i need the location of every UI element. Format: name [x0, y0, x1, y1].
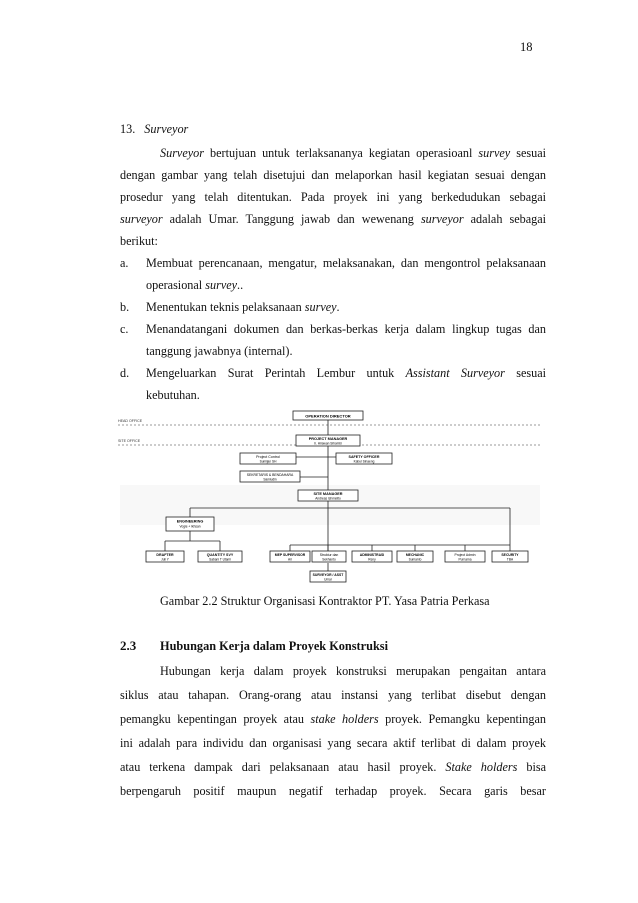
paragraph-line-3	[120, 708, 546, 730]
figure-caption: Gambar 2.2 Struktur Organisasi Kontraktor PT. Yasa Patria Perkasa	[160, 594, 490, 608]
box-project-control	[240, 453, 296, 464]
box-title: ADMINISTRASI	[359, 553, 385, 557]
list-item-c-line1: Menandatangani dokumen dan berkas-berkas kerja dalam lingkup tugas dan	[146, 322, 546, 336]
box-title: Struktur dan	[319, 553, 339, 557]
section-title: Surveyor	[144, 122, 189, 136]
box-name: Vogie + Ikhsan	[179, 524, 201, 529]
box-name: Purnama	[458, 557, 472, 562]
italic-term: survey	[304, 300, 337, 314]
box-title: SAFETY OFFICER	[348, 455, 380, 459]
paragraph-line-1	[160, 142, 546, 164]
text-run: pemangku kepentingan proyek atau	[120, 712, 311, 726]
italic-term: Surveyor	[160, 146, 204, 160]
box-title: PROJECT MANAGER	[308, 437, 348, 441]
box-title: QUANTITY SVY	[206, 553, 234, 557]
box-sekretaris	[240, 471, 300, 482]
paragraph-line-3: prosedur yang telah ditentukan. Pada proyek ini yang berkedudukan sebagai	[120, 190, 546, 204]
box-name: Ir. Hirawan Sihombi	[314, 441, 342, 446]
box-name: Andreas Ishmelito	[315, 496, 341, 501]
page-number: 18	[520, 40, 533, 54]
paragraph-line-4: ini adalah para individu dan organisasi yang secara aktif terlibat di dalam proyek	[120, 736, 546, 750]
list-item-a-line1: Membuat perencanaan, mengatur, melaksanakan, dan mengontrol pelaksanaan	[146, 256, 546, 270]
text-run: proyek. Pemangku kepentingan	[378, 712, 546, 726]
box-name: TBA	[506, 557, 514, 562]
italic-term: stake holders	[310, 712, 379, 726]
box-name: Sumijan SH	[259, 459, 277, 464]
box-struktur	[312, 551, 346, 562]
box-name: Umar	[324, 577, 332, 582]
box-title: SITE MANAGER	[313, 492, 343, 496]
list-item-b-line1	[146, 296, 340, 318]
side-label-site-office: SITE OFFICE	[118, 439, 141, 443]
text-run: adalah sebagai	[463, 212, 546, 226]
box-title: Project Admin	[454, 553, 476, 557]
text-run: ..	[237, 278, 244, 292]
list-item-d-line1	[146, 362, 546, 384]
box-mechanic	[397, 551, 433, 562]
box-administrasi	[352, 551, 392, 562]
box-safety-officer	[336, 453, 392, 464]
box-title: ENGINEERING	[176, 519, 204, 524]
box-name: Reny	[368, 557, 376, 562]
list-marker-c: c.	[120, 322, 129, 336]
text-run: operasional	[146, 278, 206, 292]
italic-term: surveyor	[120, 212, 163, 226]
box-engineering	[166, 517, 214, 531]
paragraph-line-4	[120, 208, 546, 230]
list-item-c-line2: tanggung jawabnya (internal).	[146, 344, 293, 358]
section-13-heading	[120, 118, 188, 140]
text-run: sesuai	[510, 146, 546, 160]
box-title: OPERATION DIRECTOR	[305, 413, 351, 419]
box-security	[492, 551, 528, 562]
box-project-manager	[296, 435, 360, 446]
org-chart-figure	[110, 405, 550, 585]
box-title: SECURITY	[501, 553, 519, 557]
text-run: atau terkena dampak dari pelaksanaan atau hasil proyek.	[120, 760, 446, 774]
text-run: Menentukan teknis pelaksanaan	[146, 300, 305, 314]
box-title: Project Control	[256, 455, 280, 459]
list-marker-d: d.	[120, 366, 130, 380]
box-project-admin	[445, 551, 485, 562]
box-quantity-survey	[198, 551, 242, 562]
text-run: adalah Umar. Tanggung jawab dan wewenang	[162, 212, 421, 226]
italic-term: survey	[478, 146, 511, 160]
paragraph-line-2: siklus atau tahapan. Orang-orang atau instansi yang terlibat disebut dengan	[120, 688, 546, 702]
box-title: SEKRETARIS & BENDAHARA	[246, 473, 294, 477]
text-run: bisa	[517, 760, 546, 774]
text-run: Mengeluarkan Surat Perintah Lembur untuk	[146, 366, 406, 380]
box-title: SURVEYOR / ASST	[312, 573, 344, 577]
paragraph-line-6: berpengaruh positif maupun negatif terhadap proyek. Secara garis besar	[120, 784, 546, 798]
paragraph-line-5	[120, 756, 546, 778]
box-surveyor	[310, 571, 346, 582]
list-marker-a: a.	[120, 256, 129, 270]
text-run: sesuai	[504, 366, 546, 380]
box-title: MECHANIC	[405, 553, 425, 557]
box-name: Sabani T Utami	[209, 557, 231, 562]
list-item-d-line2: kebutuhan.	[146, 388, 200, 402]
section-number: 2.3	[120, 638, 137, 653]
box-site-manager	[298, 490, 358, 501]
side-label-head-office: HEAD OFFICE	[118, 419, 143, 423]
section-number: 13.	[120, 122, 136, 136]
box-title: MEP SUPERVISOR	[274, 553, 306, 557]
list-marker-b: b.	[120, 300, 130, 314]
box-name: Sumanto	[408, 557, 422, 562]
italic-term: surveyor	[420, 212, 464, 226]
box-name: Sekhanto	[322, 557, 336, 562]
box-title: DRAFTER	[156, 553, 174, 557]
paragraph-line-5: berikut:	[120, 234, 158, 248]
italic-term: Assistant Surveyor	[405, 366, 505, 380]
text-run: bertujuan untuk terlaksananya kegiatan operasioanl	[204, 146, 479, 160]
text-run: .	[336, 300, 340, 314]
box-drafter	[146, 551, 184, 562]
box-operation-director	[293, 411, 363, 420]
box-name: Kabul Sinaeng	[353, 459, 375, 464]
box-mep-supervisor	[270, 551, 310, 562]
italic-term: survey	[205, 278, 238, 292]
section-title: Hubungan Kerja dalam Proyek Konstruksi	[160, 639, 388, 653]
paragraph-line-1: Hubungan kerja dalam proyek konstruksi merupakan pengaitan antara	[160, 664, 546, 678]
box-name: Samiudin	[263, 477, 277, 482]
box-name: Juli Y	[161, 557, 169, 562]
paragraph-line-2: dengan gambar yang telah disetujui dan melaporkan hasil kegiatan sesuai dengan	[120, 168, 546, 182]
italic-term: Stake holders	[445, 760, 518, 774]
list-item-a-line2	[146, 274, 243, 296]
box-name: Ari	[288, 557, 292, 562]
